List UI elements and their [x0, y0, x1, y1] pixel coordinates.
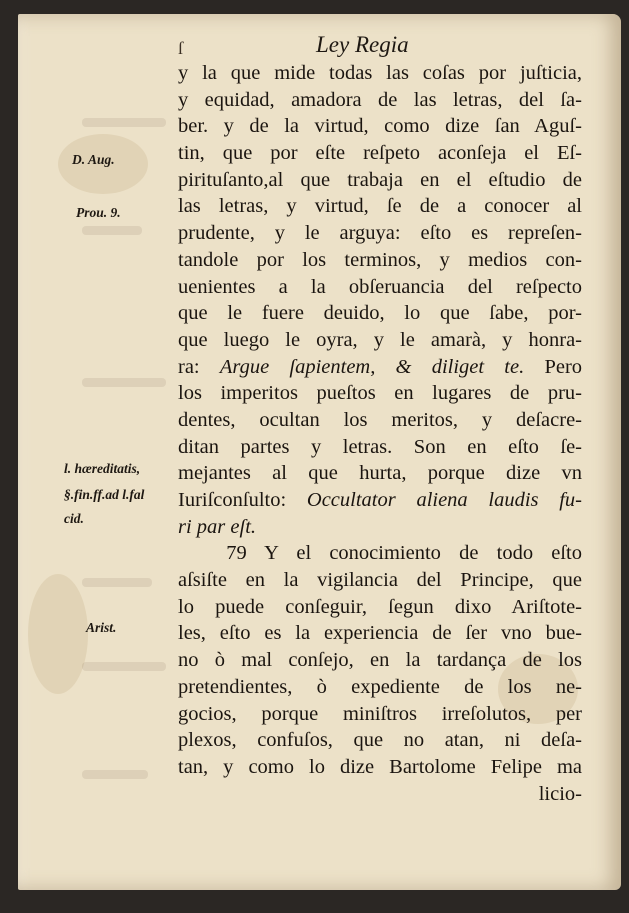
text-line: que luego le oyra, y le amarà, y honra- [178, 328, 582, 351]
text-span: ra: [178, 355, 200, 378]
latin-quote: Occultator aliena laudis fu- [306, 489, 582, 511]
latin-quote: Argue ſapientem, & diliget te. [219, 355, 525, 378]
text-line: los imperitos pueſtos en lugares de pru- [178, 382, 582, 405]
text-line: prudente, y le arguya: eſto es repreſen- [178, 222, 582, 245]
text-line: dentes, ocultan los meritos, y deſacre- [178, 408, 582, 431]
text-line: lo puede conſeguir, ſegun dixo Ariſtote- [178, 595, 582, 618]
text-line: ditan partes y letras. Son en eſto ſe- [178, 435, 582, 458]
show-through [82, 662, 166, 671]
page-mark: ſ [178, 38, 184, 58]
running-title: Ley Regia [316, 32, 409, 57]
text-line: tandole por los terminos, y medios con- [178, 248, 582, 271]
text-span: Iuriſconſulto: [178, 489, 287, 511]
text-line: uenientes a la obſeruancia del reſpecto [178, 275, 582, 298]
catchword: licio- [538, 782, 582, 805]
margin-note-haereditatis-end: cid. [64, 511, 84, 526]
text-span: Pero [544, 355, 583, 378]
text-line: ri par eſt. [178, 515, 257, 538]
text-line: plexos, confuſos, que no atan, ni deſa- [178, 729, 582, 752]
text-line [178, 354, 582, 381]
text-line: y la que mide todas las coſas por juſticia, [178, 62, 582, 84]
paragraph-number: 79 [226, 542, 247, 565]
text-line [178, 540, 582, 567]
margin-note-haereditatis-cont: §.fin.ff.ad l.fal [64, 487, 145, 502]
text-line: les, eſto es la experiencia de ſer vno bue- [178, 622, 582, 645]
margin-note-proverbs: Prou. 9. [76, 205, 121, 220]
text-line: aſsiſte en la vigilancia del Principe, que [178, 569, 582, 592]
text-line [178, 487, 582, 514]
show-through [82, 578, 152, 587]
text-line: tan, y como lo dize Bartolome Felipe ma [178, 755, 582, 778]
text-line: ber. y de la virtud, como dize ſan Aguſ- [178, 115, 582, 138]
text-line: no ò mal conſejo, en la tardança de los [178, 649, 582, 672]
show-through [82, 226, 142, 235]
text-line: tin, que por eſte reſpeto aconſeja el Eſ- [178, 142, 582, 165]
text-line: mejantes al que hurta, porque dize vn [178, 462, 582, 485]
text-line: que le fuere deuido, lo que ſabe, por- [178, 302, 582, 325]
text-line: las letras, y virtud, ſe de a conocer al [178, 195, 582, 218]
margin-note-augustine: D. Aug. [72, 152, 115, 167]
body-text [178, 60, 582, 807]
margin-note-aristotle: Arist. [86, 620, 117, 635]
text-span: Y el conocimiento de todo eſto [264, 542, 583, 565]
text-line: pretendientes, ò expediente de los ne- [178, 675, 582, 698]
show-through [82, 378, 166, 387]
text-line: pirituſanto,al que trabaja en el eſtudio de [178, 168, 582, 191]
text-line: gocios, porque miniſtros irreſolutos, per [178, 702, 582, 725]
paper-stain [28, 574, 88, 694]
text-line: y equidad, amadora de las letras, del ſa- [178, 88, 582, 111]
show-through [82, 118, 166, 127]
margin-note-haereditatis: l. hæreditatis, [64, 461, 141, 476]
show-through [82, 770, 148, 779]
